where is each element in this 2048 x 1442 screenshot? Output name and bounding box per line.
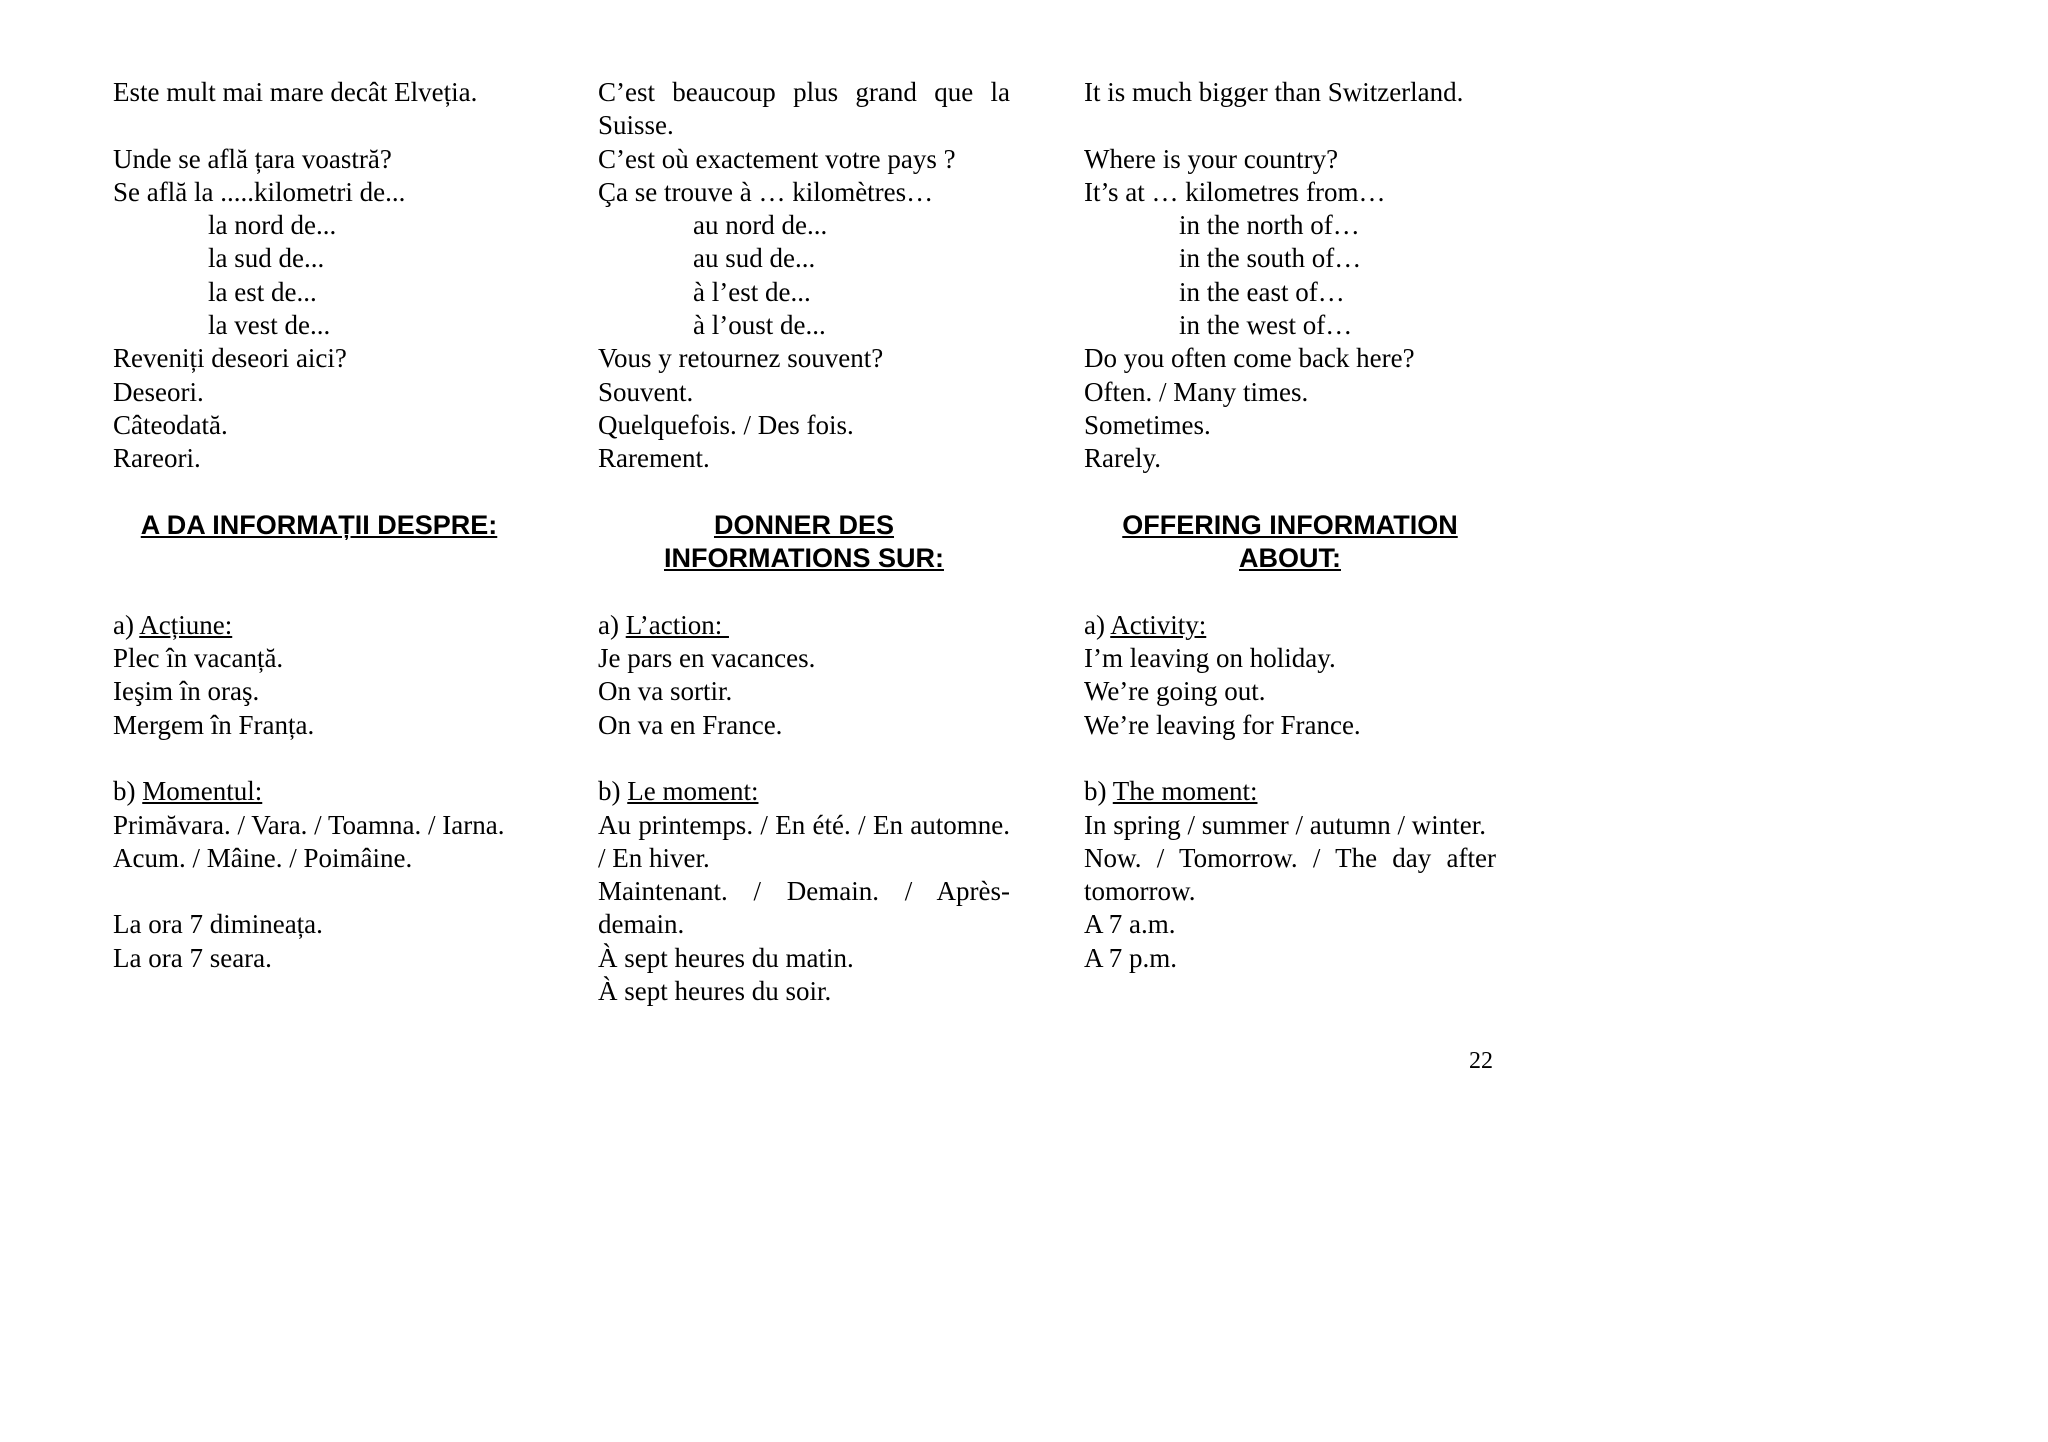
moment-prefix: b) bbox=[113, 776, 136, 807]
direction-south: au sud de... bbox=[693, 243, 816, 274]
action-label: Activity: bbox=[1110, 609, 1207, 640]
action-example: Plec în vacanță. bbox=[113, 643, 284, 674]
spacer bbox=[113, 742, 525, 775]
action-example: Ieşim în oraş. bbox=[113, 676, 260, 707]
direction-north: au nord de... bbox=[693, 210, 828, 241]
section-heading-line: A DA INFORMAȚII DESPRE: bbox=[140, 509, 498, 540]
direction-north: in the north of… bbox=[1179, 210, 1360, 241]
action-label-line bbox=[1084, 609, 1496, 642]
time-evening: La ora 7 seara. bbox=[113, 942, 272, 973]
return-question: Vous y retournez souvent? bbox=[598, 343, 884, 374]
intro-sentence: It is much bigger than Switzerland. bbox=[1084, 77, 1464, 107]
moment-seasons: Au printemps. / En été. / En automne. / En hiver. bbox=[598, 809, 1010, 873]
direction-south: in the south of… bbox=[1179, 243, 1362, 274]
moment-label-line bbox=[1084, 775, 1496, 808]
spacer bbox=[113, 875, 525, 908]
romanian-column bbox=[113, 76, 525, 975]
section-heading bbox=[113, 509, 525, 609]
time-morning: À sept heures du matin. bbox=[598, 942, 854, 973]
action-example: Je pars en vacances. bbox=[598, 643, 816, 674]
location-answer: Ça se trouve à … kilomètres… bbox=[598, 176, 934, 207]
frequency-rarely: Rareori. bbox=[113, 443, 201, 474]
direction-south: la sud de... bbox=[208, 243, 325, 274]
location-answer: Se află la .....kilometri de... bbox=[113, 176, 406, 207]
action-label-line bbox=[113, 609, 525, 642]
moment-seasons: In spring / summer / autumn / winter. bbox=[1084, 809, 1486, 840]
action-example: I’m leaving on holiday. bbox=[1084, 643, 1336, 674]
frequency-often: Often. / Many times. bbox=[1084, 376, 1309, 407]
direction-east: à l’est de... bbox=[693, 276, 811, 307]
location-question: Unde se află țara voastră? bbox=[113, 143, 392, 174]
frequency-often: Deseori. bbox=[113, 376, 204, 407]
action-prefix: a) bbox=[1084, 609, 1105, 640]
action-example: We’re leaving for France. bbox=[1084, 709, 1361, 740]
action-label: Acțiune: bbox=[139, 609, 233, 640]
moment-seasons: Primăvara. / Vara. / Toamna. / Iarna. bbox=[113, 809, 505, 840]
section-heading-line: ABOUT: bbox=[1239, 543, 1341, 574]
section-heading-line: OFFERING INFORMATION bbox=[1122, 509, 1458, 540]
moment-prefix: b) bbox=[598, 776, 621, 807]
page-number: 22 bbox=[1469, 1048, 1493, 1074]
action-label-line bbox=[598, 609, 1010, 642]
action-example: Mergem în Franța. bbox=[113, 709, 315, 740]
frequency-rarely: Rarement. bbox=[598, 443, 710, 474]
moment-prefix: b) bbox=[1084, 776, 1107, 807]
time-evening: À sept heures du soir. bbox=[598, 976, 832, 1007]
action-prefix: a) bbox=[113, 609, 134, 640]
moment-label: Momentul: bbox=[142, 776, 263, 807]
french-column bbox=[598, 76, 1010, 1008]
moment-label-line bbox=[598, 775, 1010, 808]
spacer bbox=[1084, 109, 1496, 142]
spacer bbox=[598, 742, 1010, 775]
english-column bbox=[1084, 76, 1496, 975]
section-heading bbox=[1084, 509, 1496, 609]
moment-days: Acum. / Mâine. / Poimâine. bbox=[113, 842, 413, 873]
action-example: On va sortir. bbox=[598, 676, 733, 707]
intro-sentence: Este mult mai mare decât Elveția. bbox=[113, 77, 478, 107]
action-example: On va en France. bbox=[598, 709, 783, 740]
section-heading-line: DONNER DES bbox=[713, 509, 895, 540]
action-prefix: a) bbox=[598, 609, 619, 640]
location-question: C’est où exactement votre pays ? bbox=[598, 143, 956, 174]
frequency-often: Souvent. bbox=[598, 376, 694, 407]
return-question: Do you often come back here? bbox=[1084, 343, 1415, 374]
section-heading bbox=[598, 509, 1010, 609]
spacer bbox=[1084, 742, 1496, 775]
moment-label: The moment: bbox=[1112, 776, 1258, 807]
time-morning: A 7 a.m. bbox=[1084, 909, 1176, 940]
frequency-rarely: Rarely. bbox=[1084, 443, 1161, 474]
direction-north: la nord de... bbox=[208, 210, 337, 241]
moment-label: Le moment: bbox=[627, 776, 759, 807]
action-label: L’action: bbox=[625, 609, 729, 640]
time-morning: La ora 7 dimineața. bbox=[113, 909, 323, 940]
location-answer: It’s at … kilometres from… bbox=[1084, 176, 1386, 207]
spacer bbox=[113, 109, 525, 142]
time-evening: A 7 p.m. bbox=[1084, 942, 1178, 973]
location-question: Where is your country? bbox=[1084, 143, 1339, 174]
direction-east: in the east of… bbox=[1179, 276, 1345, 307]
section-heading-line: INFORMATIONS SUR: bbox=[664, 543, 944, 574]
direction-east: la est de... bbox=[208, 276, 317, 307]
moment-days: Now. / Tomorrow. / The day after tomorrow. bbox=[1084, 842, 1496, 907]
direction-west: in the west of… bbox=[1179, 310, 1353, 341]
frequency-sometimes: Quelquefois. / Des fois. bbox=[598, 409, 854, 440]
frequency-sometimes: Sometimes. bbox=[1084, 409, 1211, 440]
moment-label-line bbox=[113, 775, 525, 808]
action-example: We’re going out. bbox=[1084, 676, 1266, 707]
return-question: Reveniți deseori aici? bbox=[113, 343, 347, 374]
direction-west: la vest de... bbox=[208, 310, 331, 341]
frequency-sometimes: Câteodată. bbox=[113, 409, 228, 440]
moment-days: Maintenant. / Demain. / Après-demain. bbox=[598, 876, 1010, 940]
intro-sentence: C’est beaucoup plus grand que la Suisse. bbox=[598, 77, 1010, 141]
direction-west: à l’oust de... bbox=[693, 310, 826, 341]
